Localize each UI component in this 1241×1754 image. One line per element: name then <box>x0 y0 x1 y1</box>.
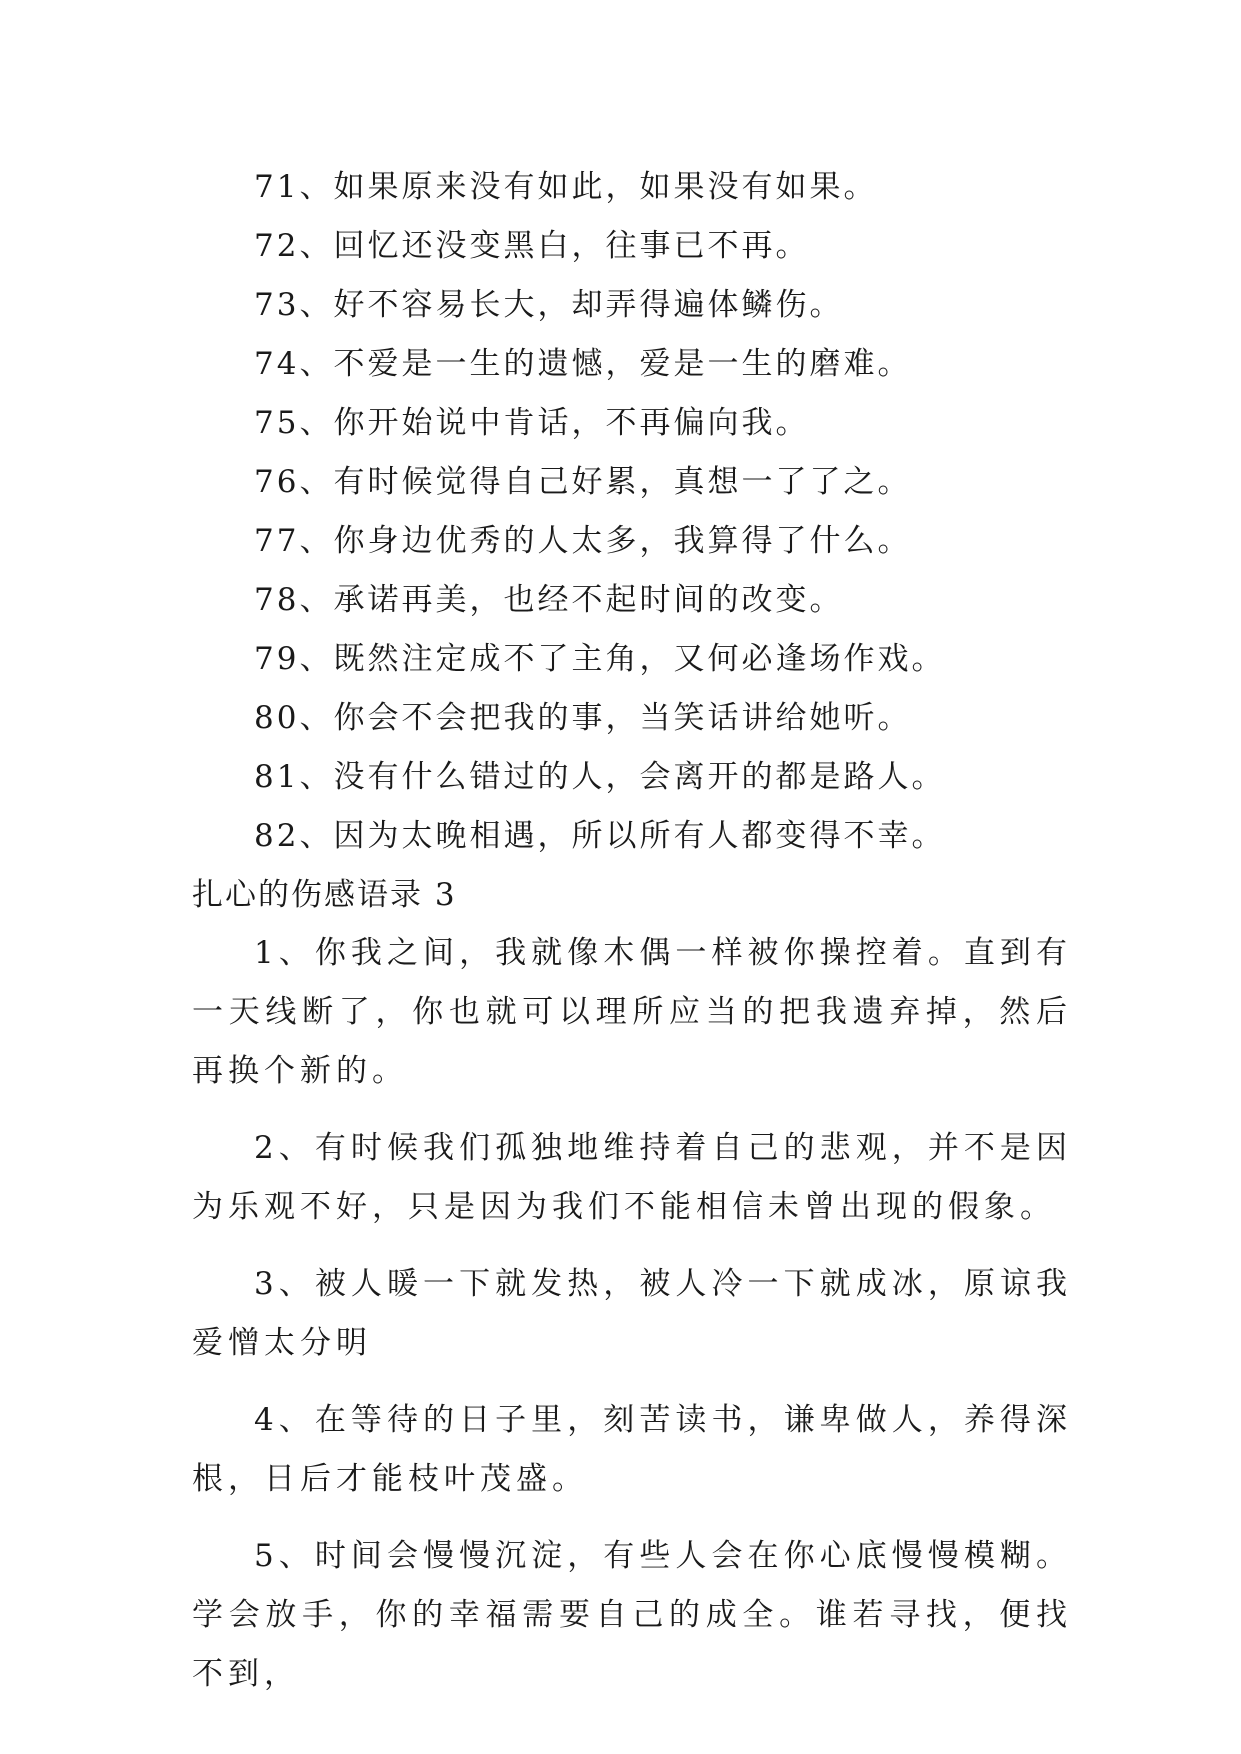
quote-item-81: 81、没有什么错过的人，会离开的都是路人。 <box>254 759 946 795</box>
quote-item-76: 76、有时候觉得自己好累，真想一了了之。 <box>254 464 912 500</box>
quote-item-73: 73、好不容易长大，却弄得遍体鳞伤。 <box>254 287 844 323</box>
quote-item-74: 74、不爱是一生的遗憾，爱是一生的磨难。 <box>254 346 912 382</box>
section-paragraph-2: 2、有时候我们孤独地维持着自己的悲观，并不是因为乐观不好，只是因为我们不能相信未曾出现的假象。 <box>192 1130 1072 1225</box>
section-heading: 扎心的伤感语录 3 <box>192 877 457 913</box>
quote-item-71: 71、如果原来没有如此，如果没有如果。 <box>254 169 878 205</box>
quote-item-80: 80、你会不会把我的事，当笑话讲给她听。 <box>254 700 912 736</box>
section-paragraph-1: 1、你我之间，我就像木偶一样被你操控着。直到有一天线断了，你也就可以理所应当的把我遗弃掉，然后再换个新的。 <box>192 935 1072 1089</box>
quote-item-72: 72、回忆还没变黑白，往事已不再。 <box>254 228 810 264</box>
quote-item-75: 75、你开始说中肯话，不再偏向我。 <box>254 405 810 441</box>
section-paragraph-5: 5、时间会慢慢沉淀，有些人会在你心底慢慢模糊。学会放手，你的幸福需要自己的成全。谁若寻找，便找不到， <box>192 1538 1072 1692</box>
quote-item-78: 78、承诺再美，也经不起时间的改变。 <box>254 582 844 618</box>
quote-item-77: 77、你身边优秀的人太多，我算得了什么。 <box>254 523 912 559</box>
quote-item-82: 82、因为太晚相遇，所以所有人都变得不幸。 <box>254 818 946 854</box>
quote-item-79: 79、既然注定成不了主角，又何必逢场作戏。 <box>254 641 946 677</box>
section-paragraph-4: 4、在等待的日子里，刻苦读书，谦卑做人，养得深根，日后才能枝叶茂盛。 <box>192 1402 1072 1497</box>
document-body <box>192 158 1072 1722</box>
section-paragraph-3: 3、被人暖一下就发热，被人冷一下就成冰，原谅我爱憎太分明 <box>192 1266 1072 1361</box>
